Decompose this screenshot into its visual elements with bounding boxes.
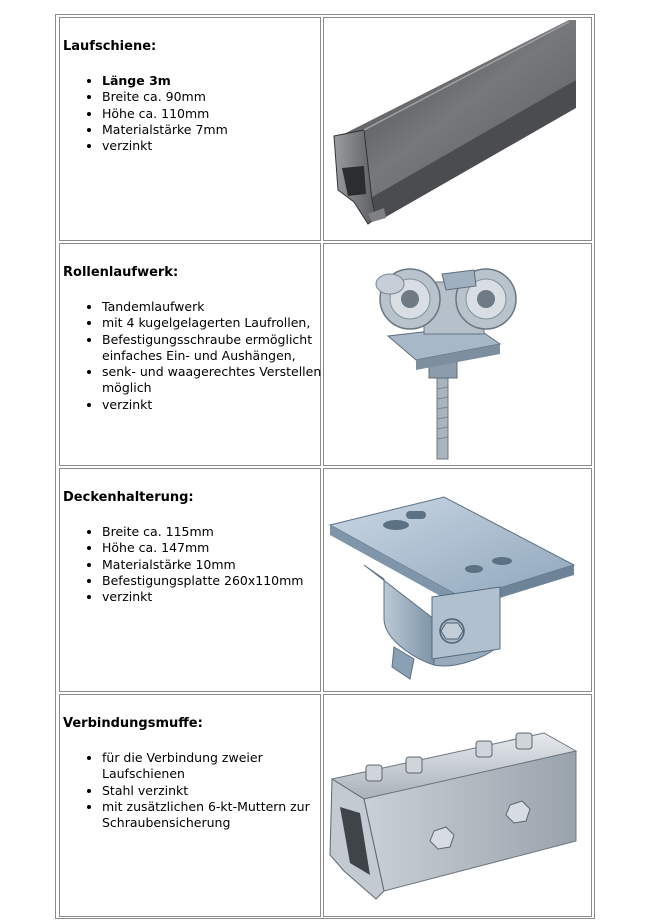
rail-photo [324,18,591,240]
trolley-image-cell [323,243,592,466]
ceiling-bracket-spec-list [60,524,322,605]
rail-spec-list [60,73,322,154]
trolley-description-cell [59,243,321,466]
list-item: • Befestigungsplatte 260x110mm [102,573,322,589]
list-item: • Breite ca. 115mm [102,524,322,540]
list-item: • Breite ca. 90mm [102,89,322,105]
trolley-spec-list [60,299,322,413]
ceiling-bracket-heading: Deckenhalterung: [63,490,194,505]
product-table [55,14,595,919]
connector-image-cell [323,694,592,917]
list-item: • Befestigungsschraube ermöglicht einfaches Ein- und Aushängen, [102,332,322,365]
list-item: • verzinkt [102,138,322,154]
list-item: • verzinkt [102,589,322,605]
list-item: • Höhe ca. 110mm [102,106,322,122]
rail-image-cell [323,17,592,241]
rail-heading: Laufschiene: [63,39,157,54]
ceiling-bracket-description-cell [59,468,321,692]
list-item: • Tandemlaufwerk [102,299,322,315]
ceiling-bracket-image-cell [323,468,592,692]
trolley-photo [324,244,591,465]
list-item: • mit zusätzlichen 6-kt-Muttern zur Schraubensicherung [102,799,322,832]
list-item: • verzinkt [102,397,322,413]
list-item: • Materialstärke 7mm [102,122,322,138]
list-item: • senk- und waagerechtes Verstellen möglich [102,364,322,397]
trolley-heading: Rollenlaufwerk: [63,265,179,280]
list-item: • Stahl verzinkt [102,783,322,799]
connector-spec-list [60,750,322,831]
list-item: • für die Verbindung zweier Laufschienen [102,750,322,783]
connector-description-cell [59,694,321,917]
list-item: • Länge 3m [102,73,322,89]
connector-heading: Verbindungsmuffe: [63,716,203,731]
rail-description-cell [59,17,321,241]
ceiling-bracket-photo [324,469,591,691]
connector-sleeve-photo [324,695,591,916]
list-item: • mit 4 kugelgelagerten Laufrollen, [102,315,322,331]
list-item: • Höhe ca. 147mm [102,540,322,556]
list-item: • Materialstärke 10mm [102,557,322,573]
